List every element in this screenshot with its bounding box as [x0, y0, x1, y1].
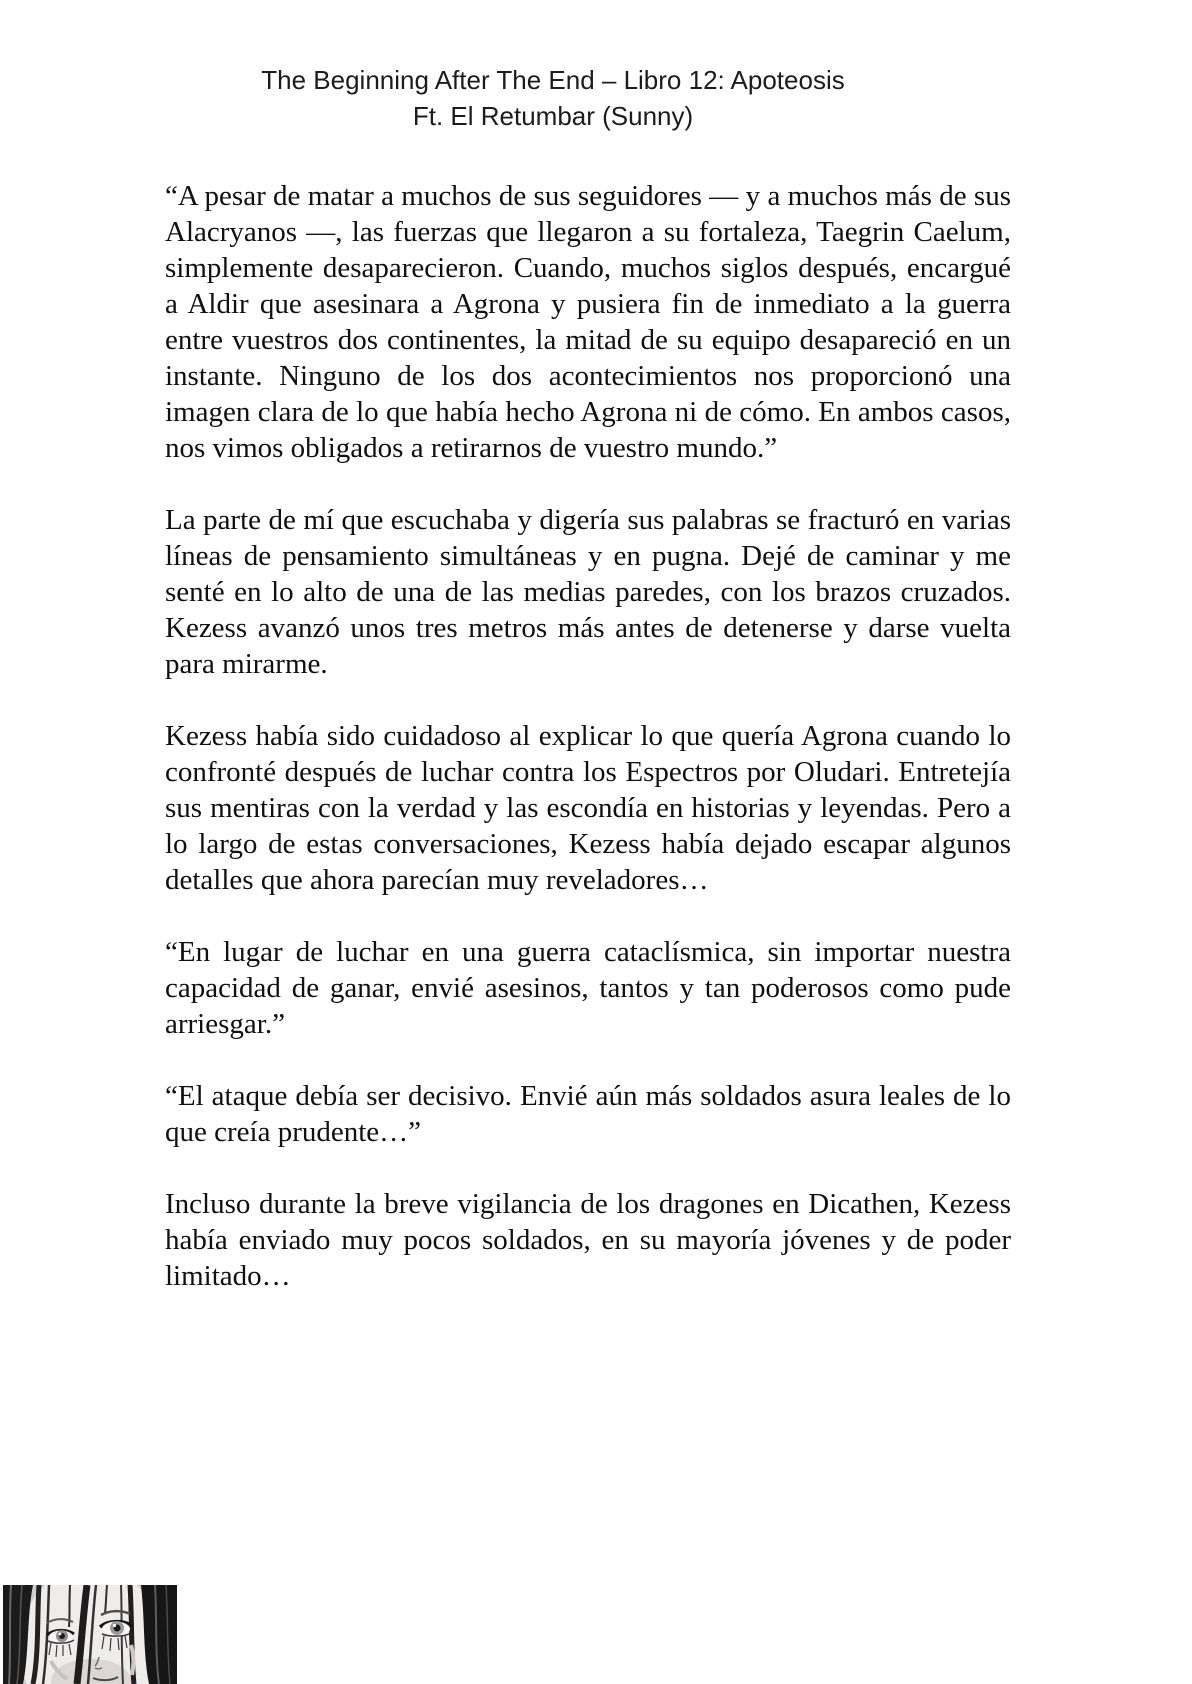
manga-portrait-illustration [3, 1585, 177, 1684]
paragraph: Incluso durante la breve vigilancia de los dragones en Dicathen, Kezess había enviado muy pocos soldados, en su mayoría jóvenes y de poder limitado… [165, 1188, 1011, 1292]
paragraph: La parte de mí que escuchaba y digería sus palabras se fracturó en varias líneas de pensamiento simultáneas y en pugna. Dejé de caminar y me senté en lo alto de una de las medias paredes, con los brazos cruzados. Kezess avanzó unos tres metros más antes de detenerse y darse vuelta para mirarme. [165, 504, 1011, 680]
paragraph: “A pesar de matar a muchos de sus seguidores — y a muchos más de sus Alacryanos —, las fuerzas que llegaron a su fortaleza, Taegrin Caelum, simplemente desaparecieron. Cuando, muchos siglos después, encargué a Aldir que asesinara a Agrona y pusiera fin de inmediato a la guerra entre vuestros dos continentes, la mitad de su equipo desapareció en un instante. Ninguno de los dos acontecimientos nos proporcionó una imagen clara de lo que había hecho Agrona ni de cómo. En ambos casos, nos vimos obligados a retirarnos de vuestro mundo.” [165, 180, 1011, 464]
paragraph: Kezess había sido cuidadoso al explicar lo que quería Agrona cuando lo confronté después de luchar contra los Espectros por Oludari. Entretejía sus mentiras con la verdad y las escondía en historias y leyendas. Pero a lo largo de estas conversaciones, Kezess había dejado escapar algunos detalles que ahora parecían muy reveladores… [165, 720, 1011, 896]
title-line-1: The Beginning After The End – Libro 12: Apoteosis [261, 65, 845, 95]
title-line-2: Ft. El Retumbar (Sunny) [412, 101, 694, 131]
body-text-column [165, 178, 1011, 1330]
document-title [96, 62, 1010, 134]
paragraph: “En lugar de luchar en una guerra cataclísmica, sin importar nuestra capacidad de ganar, envié asesinos, tantos y tan poderosos como pude arriesgar.” [165, 936, 1011, 1040]
manga-face-image [3, 1585, 177, 1684]
paragraph: “El ataque debía ser decisivo. Envié aún más soldados asura leales de lo que creía prudente…” [165, 1080, 1011, 1148]
